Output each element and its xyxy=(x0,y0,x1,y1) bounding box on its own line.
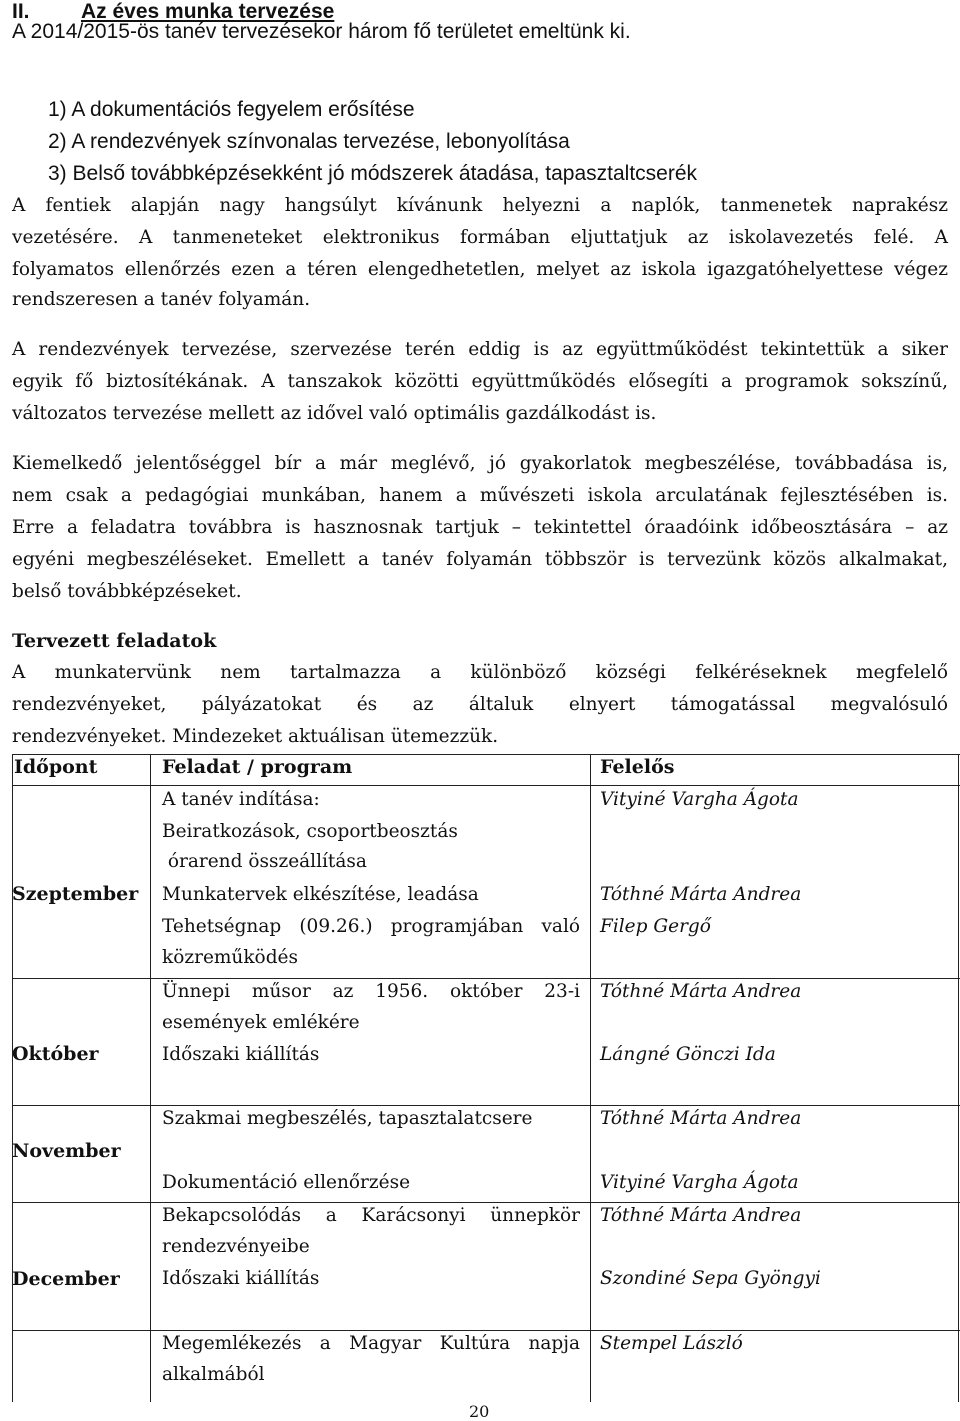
table-border xyxy=(12,754,960,755)
table-border xyxy=(12,785,960,786)
planned-tasks-title: Tervezett feladatok xyxy=(12,630,217,652)
list-item: 2) A rendezvények színvonalas tervezése, lebonyolítása xyxy=(48,130,570,153)
paragraph-line: rendszeresen a tanév folyamán. xyxy=(12,289,311,310)
table-border xyxy=(12,978,960,979)
task-cell: Bekapcsolódás a Karácsonyi ünnepkör xyxy=(162,1205,580,1226)
paragraph-line: rendezvényeket. Mindezeket aktuálisan ütemezzük. xyxy=(12,726,499,747)
paragraph-line: belső továbbképzéseket. xyxy=(12,581,242,602)
task-cell: Időszaki kiállítás xyxy=(162,1268,320,1289)
page-number: 20 xyxy=(469,1402,490,1421)
table-border xyxy=(150,754,151,1402)
responsible-cell: Vityiné Vargha Ágota xyxy=(600,789,799,810)
paragraph-line: változatos tervezése mellett az idővel való optimális gazdálkodást is. xyxy=(12,403,657,424)
paragraph-line: A rendezvények tervezése, szervezése terén eddig is az együttműködést tekintettük a siker xyxy=(12,339,948,360)
table-border xyxy=(12,1202,960,1203)
paragraph-line: nem csak a pedagógiai munkában, hanem a művészeti iskola arculatának fejlesztésében is. xyxy=(12,485,948,506)
table-header-time: Időpont xyxy=(14,756,98,778)
table-border xyxy=(12,1330,960,1331)
task-cell: Időszaki kiállítás xyxy=(162,1044,320,1065)
responsible-cell: Tóthné Márta Andrea xyxy=(600,981,802,1002)
list-item: 3) Belső továbbképzésekként jó módszerek átadása, tapasztaltcserék xyxy=(48,162,698,185)
task-cell: Megemlékezés a Magyar Kultúra napja xyxy=(162,1333,580,1354)
task-cell: Ünnepi műsor az 1956. október 23-i xyxy=(162,981,580,1002)
section-title: Az éves munka tervezése xyxy=(81,0,335,23)
month-cell: December xyxy=(12,1268,120,1290)
responsible-cell: Tóthné Márta Andrea xyxy=(600,884,802,905)
paragraph-line: Kiemelkedő jelentőséggel bír a már meglévő, jó gyakorlatok megbeszélése, továbbadása is, xyxy=(12,453,948,474)
task-cell: Dokumentáció ellenőrzése xyxy=(162,1172,411,1193)
responsible-cell: Szondiné Sepa Gyöngyi xyxy=(600,1268,821,1289)
responsible-cell: Vityiné Vargha Ágota xyxy=(600,1172,799,1193)
paragraph-line: folyamatos ellenőrzés ezen a téren elengedhetetlen, melyet az iskola igazgatóhelyettese végez xyxy=(12,259,948,280)
table-border xyxy=(958,754,959,1402)
responsible-cell: Tóthné Márta Andrea xyxy=(600,1205,802,1226)
schedule-table xyxy=(12,754,960,1402)
task-cell: Tehetségnap (09.26.) programjában való xyxy=(162,916,580,937)
paragraph-line: egyik fő biztosítékának. A tanszakok közötti együttműködés elősegíti a programok sokszínű, xyxy=(12,371,948,392)
list-item: 1) A dokumentációs fegyelem erősítése xyxy=(48,98,415,121)
table-border xyxy=(590,754,591,1402)
paragraph-line: rendezvényeket, pályázatokat és az általuk elnyert támogatással megvalósuló xyxy=(12,694,948,715)
paragraph-line: A fentiek alapján nagy hangsúlyt kívánunk helyezni a naplók, tanmenetek naprakész xyxy=(12,195,948,216)
month-cell: Október xyxy=(12,1043,99,1065)
responsible-cell: Filep Gergő xyxy=(600,916,711,937)
paragraph-line: Erre a feladatra továbbra is hasznosnak tartjuk – tekintettel óraadóink időbeosztására – az xyxy=(12,517,948,538)
responsible-cell: Tóthné Márta Andrea xyxy=(600,1108,802,1129)
task-cell: Beiratkozások, csoportbeosztás xyxy=(162,821,458,842)
task-cell: A tanév indítása: xyxy=(162,789,320,810)
paragraph-line: A munkatervünk nem tartalmazza a különböző községi felkéréseknek megfelelő xyxy=(12,662,948,683)
task-cell: Munkatervek elkészítése, leadása xyxy=(162,884,479,905)
responsible-cell: Stempel László xyxy=(600,1333,743,1354)
responsible-cell: Lángné Gönczi Ida xyxy=(600,1044,776,1065)
task-cell: rendezvényeibe xyxy=(162,1236,310,1257)
task-cell: Szakmai megbeszélés, tapasztalatcsere xyxy=(162,1108,533,1129)
section-number: II. xyxy=(12,0,30,23)
table-header-responsible: Felelős xyxy=(600,756,675,778)
task-cell: órarend összeállítása xyxy=(162,851,367,872)
intro-text: A 2014/2015-ös tanév tervezésekor három fő területet emeltünk ki. xyxy=(12,20,631,43)
paragraph-line: vezetésére. A tanmeneteket elektronikus formában eljuttatjuk az iskolavezetés felé. A xyxy=(12,227,948,248)
task-cell: közreműködés xyxy=(162,947,298,968)
month-cell: Szeptember xyxy=(12,883,139,905)
table-border xyxy=(12,754,13,1402)
table-header-task: Feladat / program xyxy=(162,756,353,778)
month-cell: November xyxy=(12,1140,121,1162)
paragraph-line: egyéni megbeszéléseket. Emellett a tanév folyamán többször is tervezünk közös alkalmakat, xyxy=(12,549,948,570)
task-cell: események emlékére xyxy=(162,1012,360,1033)
table-border xyxy=(12,1105,960,1106)
task-cell: alkalmából xyxy=(162,1364,265,1385)
